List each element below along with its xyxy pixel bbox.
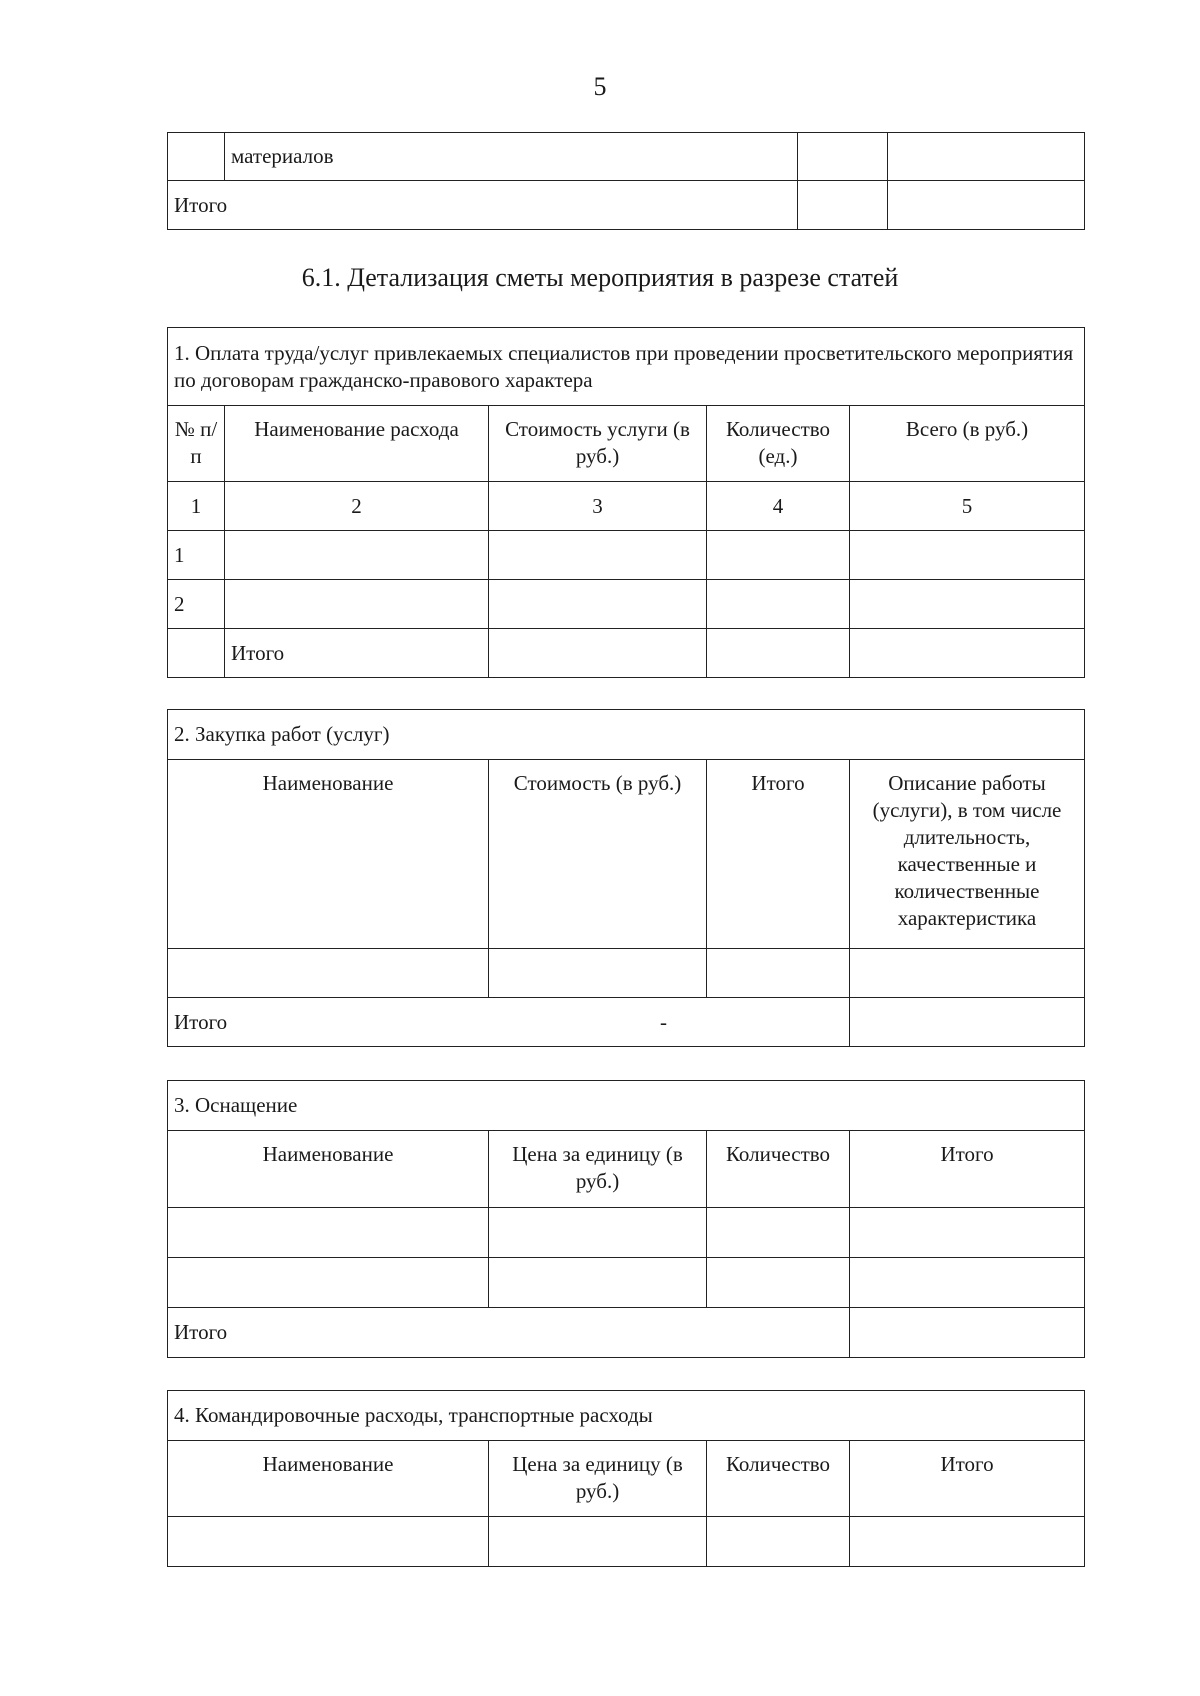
table-row [168, 1258, 1085, 1308]
empty-cell[interactable] [707, 629, 850, 678]
total-label: Итого [225, 629, 489, 678]
header-cost: Стоимость (в руб.) [489, 760, 707, 949]
empty-cell[interactable] [888, 133, 1085, 181]
row-label-materials: материалов [225, 133, 798, 181]
empty-cell[interactable] [489, 949, 707, 998]
header-service-cost: Стоимость услуги (в руб.) [489, 406, 707, 482]
empty-cell[interactable] [707, 580, 850, 629]
total-label: Итого [168, 1308, 850, 1358]
table-row [168, 1517, 1085, 1567]
header-unit-price: Цена за единицу (в руб.) [489, 1441, 707, 1517]
column-number: 4 [707, 482, 850, 531]
empty-cell[interactable] [225, 531, 489, 580]
empty-cell[interactable] [798, 181, 888, 230]
empty-cell[interactable] [850, 1258, 1085, 1308]
empty-cell[interactable] [168, 629, 225, 678]
empty-cell[interactable] [489, 580, 707, 629]
empty-cell[interactable] [850, 1517, 1085, 1567]
total-dash: - [660, 1009, 667, 1034]
empty-cell[interactable] [489, 1208, 707, 1258]
header-total: Итого [707, 760, 850, 949]
empty-cell[interactable] [489, 1258, 707, 1308]
row-number: 1 [168, 531, 225, 580]
header-total: Всего (в руб.) [850, 406, 1085, 482]
header-description: Описание работы (услуги), в том числе длительность, качественные и количественные характеристика [850, 760, 1085, 949]
empty-cell[interactable] [489, 1517, 707, 1567]
row-number: 2 [168, 580, 225, 629]
total-label: Итого [168, 181, 798, 230]
empty-cell[interactable] [489, 531, 707, 580]
table-row [168, 531, 1085, 580]
empty-cell[interactable] [850, 1308, 1085, 1358]
empty-cell[interactable] [850, 531, 1085, 580]
continued-table [167, 132, 1085, 230]
header-unit-price: Цена за единицу (в руб.) [489, 1131, 707, 1208]
section3-title: 3. Оснащение [168, 1081, 1085, 1131]
section2-table [167, 709, 1085, 1047]
section1-title: 1. Оплата труда/услуг привлекаемых специалистов при проведении просветительского мероприятия по договорам гражданско-правового характера [168, 328, 1085, 406]
empty-cell[interactable] [707, 1517, 850, 1567]
table-row [168, 949, 1085, 998]
header-name: Наименование [168, 1131, 489, 1208]
header-quantity: Количество [707, 1441, 850, 1517]
section1-table [167, 327, 1085, 678]
empty-cell[interactable] [888, 181, 1085, 230]
empty-cell[interactable] [798, 133, 888, 181]
total-label: Итого [174, 1009, 228, 1034]
empty-cell[interactable] [225, 580, 489, 629]
header-total: Итого [850, 1131, 1085, 1208]
column-number: 2 [225, 482, 489, 531]
empty-cell[interactable] [168, 133, 225, 181]
page-number: 5 [593, 72, 607, 101]
empty-cell[interactable] [168, 1517, 489, 1567]
header-total: Итого [850, 1441, 1085, 1517]
table-row [168, 580, 1085, 629]
section4-title: 4. Командировочные расходы, транспортные расходы [168, 1391, 1085, 1441]
empty-cell[interactable] [850, 629, 1085, 678]
header-quantity: Количество (ед.) [707, 406, 850, 482]
empty-cell[interactable] [707, 531, 850, 580]
empty-cell[interactable] [489, 629, 707, 678]
empty-cell[interactable] [707, 1258, 850, 1308]
empty-cell[interactable] [850, 949, 1085, 998]
empty-cell[interactable] [850, 580, 1085, 629]
column-number: 5 [850, 482, 1085, 531]
empty-cell[interactable] [850, 998, 1085, 1047]
header-quantity: Количество [707, 1131, 850, 1208]
section4-table [167, 1390, 1085, 1567]
empty-cell[interactable] [707, 949, 850, 998]
empty-cell[interactable] [707, 1208, 850, 1258]
section3-table [167, 1080, 1085, 1358]
header-expense-name: Наименование расхода [225, 406, 489, 482]
header-name: Наименование [168, 760, 489, 949]
header-name: Наименование [168, 1441, 489, 1517]
empty-cell[interactable] [168, 1208, 489, 1258]
header-number: № п/п [168, 406, 225, 482]
total-row-label [168, 998, 850, 1047]
column-number: 3 [489, 482, 707, 531]
empty-cell[interactable] [168, 1258, 489, 1308]
table-row [168, 1208, 1085, 1258]
empty-cell[interactable] [850, 1208, 1085, 1258]
column-number: 1 [168, 482, 225, 531]
empty-cell[interactable] [168, 949, 489, 998]
section2-title: 2. Закупка работ (услуг) [168, 710, 1085, 760]
section-heading: 6.1. Детализация сметы мероприятия в разрезе статей [301, 263, 899, 292]
